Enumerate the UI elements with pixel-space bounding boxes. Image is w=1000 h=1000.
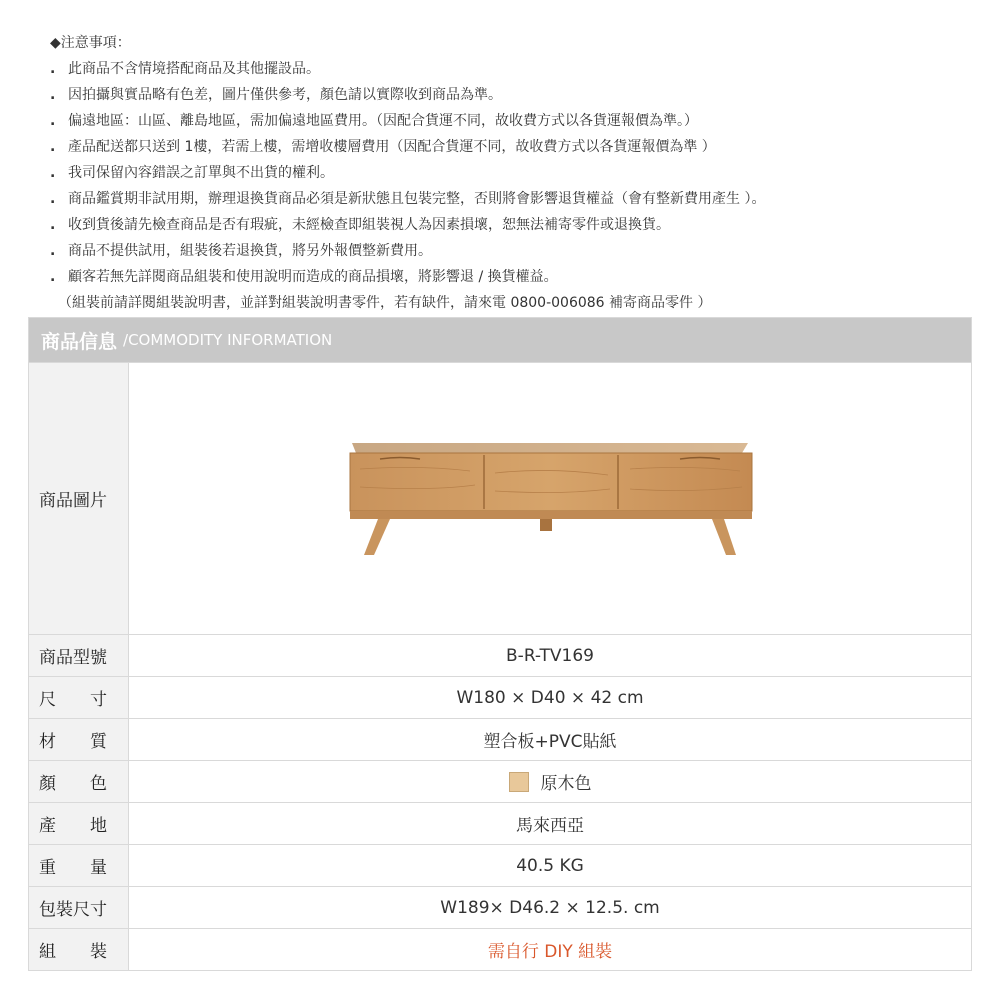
row-package-size <box>29 886 971 928</box>
row-label: 尺 寸 <box>29 677 129 718</box>
notes-item <box>50 264 980 290</box>
package-size-value: W189× D46.2 × 12.5. cm <box>440 897 660 918</box>
weight-value: 40.5 KG <box>516 855 584 876</box>
notes-item <box>50 82 980 108</box>
row-origin <box>29 802 971 844</box>
bullet-icon: . <box>50 243 56 259</box>
row-size <box>29 676 971 718</box>
row-product-image <box>29 362 971 634</box>
notes-footer: （組裝前請詳閱組裝說明書，並詳對組裝說明書零件，若有缺件，請來電 0800-006086 補寄商品零件 ） <box>58 295 712 311</box>
row-material <box>29 718 971 760</box>
notes-item-text: 收到貨後請先檢查商品是否有瑕疵，未經檢查即組裝視人為因素損壞，恕無法補寄零件或退換貨。 <box>68 217 670 233</box>
notes-item-text: 商品鑑賞期非試用期，辦理退換貨商品必須是新狀態且包裝完整，否則將會影響退貨權益（會有整新費用產生 ）。 <box>68 191 766 207</box>
notes-item-text: 偏遠地區：山區、離島地區，需加偏遠地區費用。（因配合貨運不同，故收費方式以各貨運報價為準。） <box>68 113 698 129</box>
notes-item <box>50 160 980 186</box>
commodity-title-en: /COMMODITY INFORMATION <box>123 331 333 349</box>
color-value-cell <box>129 761 971 802</box>
notes-section <box>50 30 980 316</box>
row-color <box>29 760 971 802</box>
row-label: 商品型號 <box>29 635 129 676</box>
bullet-icon: . <box>50 61 56 77</box>
commodity-header <box>29 318 971 362</box>
bullet-icon: . <box>50 113 56 129</box>
notes-item <box>50 186 980 212</box>
commodity-table <box>28 317 972 971</box>
notes-item-text: 因拍攝與實品略有色差，圖片僅供參考，顏色請以實際收到商品為準。 <box>68 87 502 103</box>
bullet-icon: . <box>50 165 56 181</box>
bullet-icon: . <box>50 139 56 155</box>
bullet-icon: . <box>50 191 56 207</box>
row-weight <box>29 844 971 886</box>
row-label: 重 量 <box>29 845 129 886</box>
row-assembly <box>29 928 971 970</box>
notes-item <box>50 108 980 134</box>
notes-item-text: 我司保留內容錯誤之訂單與不出貨的權利。 <box>68 165 334 181</box>
product-image <box>129 363 971 634</box>
row-label: 包裝尺寸 <box>29 887 129 928</box>
bullet-icon: . <box>50 87 56 103</box>
color-swatch <box>509 772 529 792</box>
row-label: 組 裝 <box>29 929 129 970</box>
model-value: B-R-TV169 <box>506 645 594 666</box>
row-label: 商品圖片 <box>29 363 129 634</box>
notes-item <box>50 238 980 264</box>
bullet-icon: . <box>50 217 56 233</box>
notes-item-text: 此商品不含情境搭配商品及其他擺設品。 <box>68 61 320 77</box>
row-model <box>29 634 971 676</box>
row-label: 產 地 <box>29 803 129 844</box>
notes-item-text: 商品不提供試用，組裝後若退換貨，將另外報價整新費用。 <box>68 243 432 259</box>
material-value: 塑合板+PVC貼紙 <box>483 732 617 752</box>
notes-item <box>50 212 980 238</box>
origin-value: 馬來西亞 <box>516 816 584 836</box>
notes-title: ◆注意事項： <box>50 35 131 51</box>
notes-list <box>50 56 980 290</box>
notes-item-text: 顧客若無先詳閱商品組裝和使用說明而造成的商品損壞，將影響退 / 換貨權益。 <box>68 269 558 285</box>
notes-item <box>50 56 980 82</box>
row-label: 顏 色 <box>29 761 129 802</box>
notes-item <box>50 134 980 160</box>
color-value: 原木色 <box>540 774 592 794</box>
row-label: 材 質 <box>29 719 129 760</box>
size-value: W180 × D40 × 42 cm <box>456 687 644 708</box>
bullet-icon: . <box>50 269 56 285</box>
tv-stand-illustration <box>340 429 760 569</box>
notes-item-text: 產品配送都只送到 1樓，若需上樓，需增收樓層費用（因配合貨運不同，故收費方式以各貨運報價為準 ） <box>68 139 716 155</box>
commodity-title-zh: 商品信息 <box>41 330 118 353</box>
assembly-value: 需自行 DIY 組裝 <box>487 942 613 962</box>
